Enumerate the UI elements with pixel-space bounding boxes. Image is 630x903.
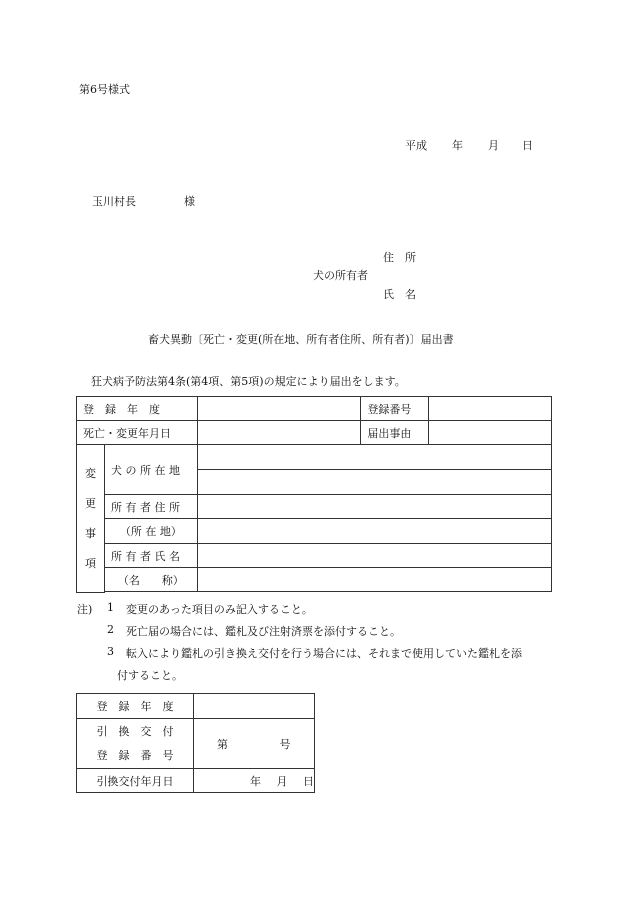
reg-number-value[interactable] <box>429 397 552 421</box>
table-row <box>77 519 552 544</box>
table-row <box>77 445 552 495</box>
exchange-number-label <box>77 719 194 769</box>
table-row <box>77 719 315 769</box>
exchange-date-value[interactable] <box>194 769 315 793</box>
date-era: 平成 <box>405 139 427 152</box>
spacer <box>104 592 197 593</box>
report-reason-label: 届出事由 <box>361 421 429 445</box>
owner-name-label: 氏 名 <box>383 288 416 301</box>
document-title: 畜犬異動〔死亡・変更(所在地、所有者住所、所有者)〕届出書 <box>148 333 454 346</box>
note-number: 2 <box>107 623 114 636</box>
exchange-date-label: 引換交付年月日 <box>77 769 194 793</box>
owner-address-label-cell: 所 有 者 住 所 <box>104 495 197 519</box>
table-row <box>77 397 552 421</box>
sub-reg-year-label: 登 録 年 度 <box>77 694 194 719</box>
owner-name-value-old[interactable] <box>197 544 551 568</box>
owner-name-value-new[interactable] <box>197 568 551 592</box>
change-items-char: 更 <box>84 496 96 510</box>
reg-number-label: 登録番号 <box>361 397 429 421</box>
exchange-number-value[interactable] <box>194 719 315 769</box>
owner-address-label: 住 所 <box>383 251 416 264</box>
reg-year-label: 登 録 年 度 <box>77 397 198 421</box>
dog-location-value-new[interactable] <box>198 470 551 494</box>
sub-reg-year-value[interactable] <box>194 694 315 719</box>
table-row <box>77 592 552 593</box>
date-year: 年 <box>452 139 463 152</box>
owner-name-label-cell: 所 有 者 氏 名 <box>104 544 197 568</box>
table-row <box>77 544 552 568</box>
exchange-label-line1: 引 換 交 付 <box>96 724 174 738</box>
date-month-unit: 月 <box>276 774 288 788</box>
date-day-unit: 日 <box>303 774 314 788</box>
report-reason-value[interactable] <box>429 421 552 445</box>
change-items-char: 変 <box>84 466 96 480</box>
table-row <box>77 568 552 592</box>
addressee-name: 玉川村長 <box>92 195 136 208</box>
note-text: 死亡届の場合には、鑑札及び注射済票を添付すること。 <box>126 625 401 638</box>
dog-location-value[interactable] <box>197 445 551 495</box>
number-prefix: 第 <box>217 737 228 751</box>
table-row <box>77 495 552 519</box>
table-row <box>77 769 315 793</box>
dog-location-value-old[interactable] <box>198 445 551 470</box>
date-year-unit: 年 <box>250 774 261 788</box>
dog-location-label: 犬 の 所 在 地 <box>104 445 197 495</box>
spacer <box>197 592 551 593</box>
table-row <box>77 421 552 445</box>
note-number: 1 <box>107 601 114 614</box>
note-text-continued: 付すること。 <box>117 669 183 682</box>
owner-address-sub-label: （所 在 地） <box>104 519 197 544</box>
number-suffix: 号 <box>279 737 291 751</box>
main-table <box>76 396 552 593</box>
change-items-char: 事 <box>84 526 96 540</box>
owner-address-value-new[interactable] <box>197 519 551 544</box>
reg-year-value[interactable] <box>197 397 361 421</box>
owner-label: 犬の所有者 <box>313 269 368 282</box>
note-number: 3 <box>107 645 114 658</box>
owner-address-value-old[interactable] <box>197 495 551 519</box>
note-text: 転入により鑑札の引き換え交付を行う場合には、それまで使用していた鑑札を添 <box>126 647 522 660</box>
addressee-honorific: 様 <box>184 195 195 208</box>
intro-text: 狂犬病予防法第4条(第4項、第5項)の規定により届出をします。 <box>91 375 406 388</box>
notes-label: 注) <box>77 603 93 616</box>
owner-name-sub-label: （名 称） <box>104 568 197 592</box>
change-date-label: 死亡・変更年月日 <box>77 421 198 445</box>
change-items-char: 項 <box>84 556 96 570</box>
form-number: 第6号様式 <box>79 83 130 96</box>
change-items-label <box>77 445 105 593</box>
change-date-value[interactable] <box>197 421 361 445</box>
date-month: 月 <box>488 139 499 152</box>
date-day: 日 <box>522 139 533 152</box>
table-row <box>77 694 315 719</box>
note-text: 変更のあった項目のみ記入すること。 <box>126 603 313 616</box>
exchange-label-line2: 登 録 番 号 <box>96 748 174 762</box>
exchange-table <box>76 693 315 793</box>
